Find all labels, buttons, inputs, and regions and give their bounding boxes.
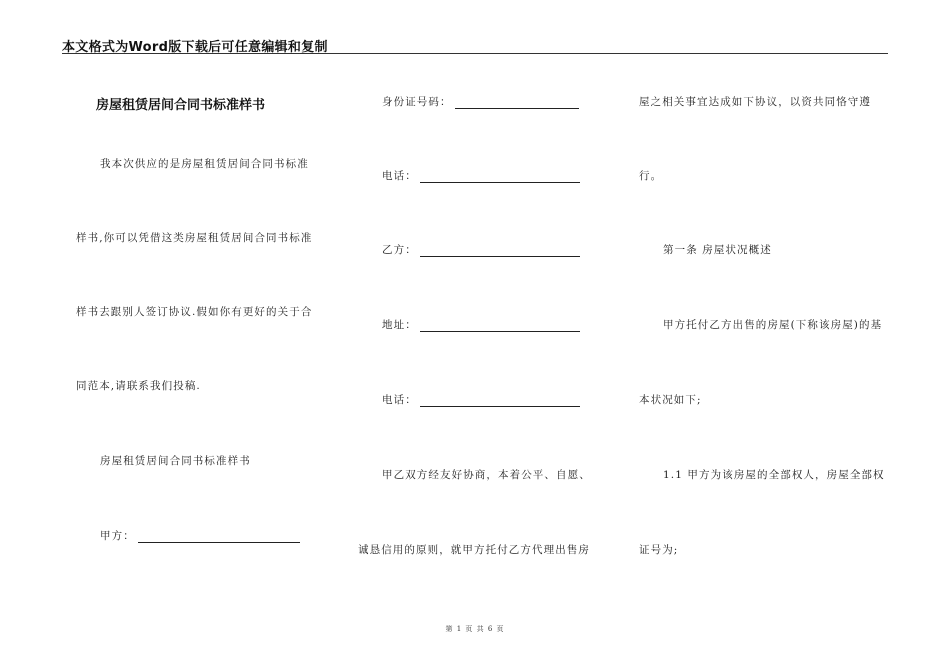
clause-line-5: 本状况如下; — [639, 394, 702, 406]
party-a-label: 甲方： — [100, 530, 135, 542]
body-line-2: 诚恳信用的原则，就甲方托付乙方代理出售房 — [358, 544, 590, 556]
id-number-blank-line — [455, 98, 579, 109]
party-b-label: 乙方： — [382, 244, 417, 256]
clause-heading: 第一条 房屋状况概述 — [663, 244, 772, 256]
phone-field-1 — [382, 168, 580, 183]
party-b-field — [382, 242, 580, 257]
page-number-footer: 第 1 页 共 6 页 — [445, 625, 505, 633]
party-b-blank-line — [420, 246, 580, 257]
intro-line-1: 我本次供应的是房屋租赁居间合同书标准 — [100, 158, 309, 170]
id-number-field — [382, 94, 579, 109]
document-title: 房屋租赁居间合同书标准样书 — [96, 98, 266, 113]
phone-blank-line-1 — [420, 172, 580, 183]
phone-label-1: 电话： — [382, 170, 417, 182]
address-label: 地址： — [382, 319, 417, 331]
phone-label-2: 电话： — [382, 394, 417, 406]
address-field — [382, 317, 580, 332]
header-divider — [62, 53, 888, 54]
party-a-blank-line — [138, 532, 300, 543]
clause-line-6: 1.1 甲方为该房屋的全部权人，房屋全部权 — [663, 469, 885, 481]
clause-line-7: 证号为; — [639, 544, 679, 556]
intro-line-3: 样书去跟别人签订协议.假如你有更好的关于合 — [76, 306, 313, 318]
address-blank-line — [420, 321, 580, 332]
contract-subtitle: 房屋租赁居间合同书标准样书 — [100, 455, 251, 467]
clause-line-2: 行。 — [639, 170, 663, 182]
intro-line-2: 样书,你可以凭借这类房屋租赁居间合同书标准 — [76, 232, 313, 244]
intro-line-4: 同范本,请联系我们投稿. — [76, 380, 201, 392]
body-line-1: 甲乙双方经友好协商，本着公平、自愿、 — [382, 469, 591, 481]
clause-line-4: 甲方托付乙方出售的房屋(下称该房屋)的基 — [663, 319, 883, 331]
id-number-label: 身份证号码： — [382, 96, 452, 108]
party-a-field — [100, 528, 300, 543]
document-header-banner: 本文格式为Word版下载后可任意编辑和复制 — [62, 40, 328, 55]
clause-line-1: 屋之相关事宜达成如下协议，以资共同恪守遵 — [639, 96, 871, 108]
phone-blank-line-2 — [420, 396, 580, 407]
phone-field-2 — [382, 392, 580, 407]
